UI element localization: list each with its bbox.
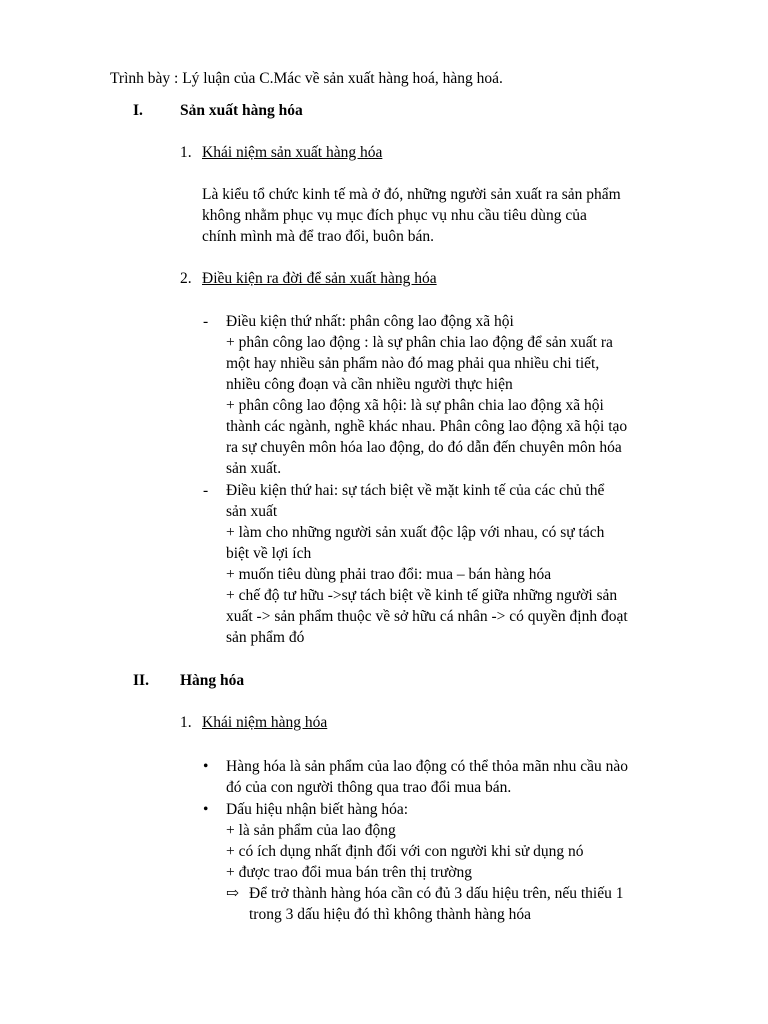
list-item-line: sản xuất — [226, 503, 278, 520]
list-item-line: + chế độ tư hữu ->sự tách biệt về kinh tế giữa những người sản — [226, 587, 618, 604]
paragraph-line: chính mình mà để trao đổi, buôn bán. — [202, 228, 435, 245]
list-item-line: + muốn tiêu dùng phải trao đổi: mua – bán hàng hóa — [226, 566, 552, 583]
round-bullet: • — [203, 758, 209, 775]
subsection-2-1-number: 1. — [180, 714, 192, 731]
list-item-line: sản phẩm đó — [226, 629, 305, 646]
section-1-numeral: I. — [133, 102, 143, 119]
round-bullet: • — [203, 801, 209, 818]
list-item-line: + làm cho những người sản xuất độc lập với nhau, có sự tách — [226, 524, 605, 541]
subsection-1-2-number: 2. — [180, 270, 192, 287]
subsection-1-2-heading: Điều kiện ra đời để sản xuất hàng hóa — [202, 270, 437, 287]
list-item-line: biệt về lợi ích — [226, 545, 312, 562]
list-item-line: Điều kiện thứ nhất: phân công lao động xã hội — [226, 313, 514, 330]
list-item-line: ra sự chuyên môn hóa lao động, do đó dẫn đến chuyên môn hóa — [226, 439, 622, 456]
dash-bullet: - — [203, 482, 209, 499]
list-item-line: Hàng hóa là sản phẩm của lao động có thể thỏa mãn nhu cầu nào — [226, 758, 629, 775]
list-item-line: một hay nhiều sản phẩm nào đó mag phải qua nhiều chi tiết, — [226, 355, 600, 372]
section-2-heading: Hàng hóa — [180, 672, 245, 689]
list-item-line: đó của con người thông qua trao đổi mua bán. — [226, 779, 512, 796]
paragraph-line: không nhằm phục vụ mục đích phục vụ nhu cầu tiêu dùng của — [202, 207, 587, 224]
dash-bullet: - — [203, 313, 209, 330]
list-item-line: thành các ngành, nghề khác nhau. Phân công lao động xã hội tạo — [226, 418, 628, 435]
section-1-heading: Sản xuất hàng hóa — [180, 102, 303, 119]
list-item-line: Dấu hiệu nhận biết hàng hóa: — [226, 801, 409, 818]
list-item-line: + được trao đổi mua bán trên thị trường — [226, 864, 472, 881]
subsection-1-1-heading: Khái niệm sản xuất hàng hóa — [202, 144, 383, 161]
list-item-line: Để trở thành hàng hóa cần có đủ 3 dấu hiệu trên, nếu thiếu 1 — [249, 885, 624, 902]
list-item-line: sản xuất. — [226, 460, 282, 477]
arrow-bullet-icon: ⇨ — [226, 885, 239, 902]
list-item-line: + phân công lao động xã hội: là sự phân chia lao động xã hội — [226, 397, 604, 414]
section-2-numeral: II. — [133, 672, 149, 689]
subsection-1-1-number: 1. — [180, 144, 192, 161]
list-item-line: Điều kiện thứ hai: sự tách biệt về mặt kinh tế của các chủ thể — [226, 482, 605, 499]
list-item-line: + là sản phẩm của lao động — [226, 822, 396, 839]
list-item-line: + phân công lao động : là sự phân chia lao động để sản xuất ra — [226, 334, 613, 351]
list-item-line: trong 3 dấu hiệu đó thì không thành hàng hóa — [249, 906, 531, 923]
subsection-2-1-heading: Khái niệm hàng hóa — [202, 714, 328, 731]
list-item-line: xuất -> sản phẩm thuộc về sở hữu cá nhân -> có quyền định đoạt — [226, 608, 628, 625]
list-item-line: nhiều công đoạn và cần nhiều người thực hiện — [226, 376, 513, 393]
document-title: Trình bày : Lý luận của C.Mác về sản xuất hàng hoá, hàng hoá. — [110, 70, 503, 87]
paragraph-line: Là kiểu tổ chức kinh tế mà ở đó, những người sản xuất ra sản phẩm — [202, 186, 621, 203]
list-item-line: + có ích dụng nhất định đối với con người khi sử dụng nó — [226, 843, 584, 860]
